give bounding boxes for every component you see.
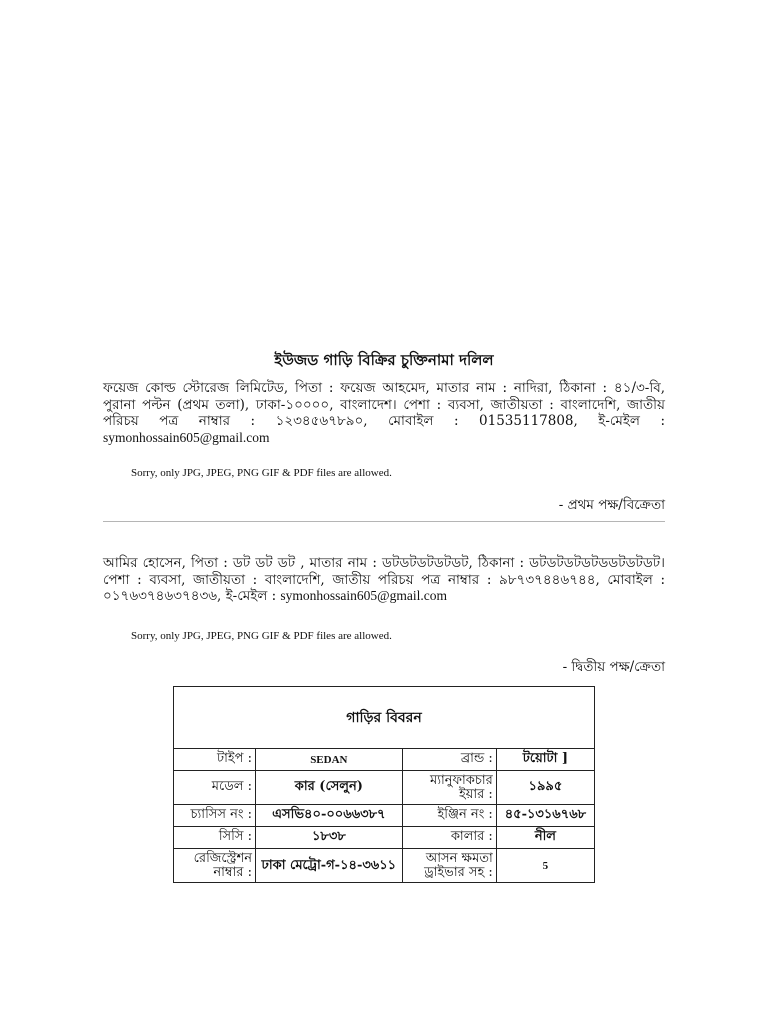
table-row — [174, 805, 595, 827]
registration-value: ঢাকা মেট্রো-গ-১৪-৩৬১১ — [255, 849, 402, 883]
seller-upload-error: Sorry, only JPG, JPEG, PNG GIF & PDF files are allowed. — [131, 467, 392, 479]
seller-email: symonhossain605@gmail.com — [103, 429, 270, 445]
engine-label: ইঞ্জিন নং : — [402, 805, 496, 827]
cc-label: সিসি : — [174, 827, 256, 849]
seller-signature-label: - প্রথম পক্ষ/বিক্রেতা — [558, 497, 665, 513]
buyer-signature-label: - দ্বিতীয় পক্ষ/ক্রেতা — [562, 659, 665, 675]
color-label: কালার : — [402, 827, 496, 849]
buyer-email: symonhossain605@gmail.com — [280, 588, 447, 603]
seat-capacity-value: 5 — [496, 849, 594, 883]
seat-capacity-label: আসন ক্ষমতা ড্রাইভার সহ : — [402, 849, 496, 883]
buyer-upload-error: Sorry, only JPG, JPEG, PNG GIF & PDF files are allowed. — [131, 630, 392, 642]
buyer-details — [103, 555, 665, 605]
manufacture-year-label: ম্যানুফাকচার ইয়ার : — [402, 771, 496, 805]
chassis-value: এসভি৪০-০০৬৬৩৮৭ — [255, 805, 402, 827]
type-label: টাইপ : — [174, 749, 256, 771]
model-label: মডেল : — [174, 771, 256, 805]
vehicle-details-table — [173, 686, 595, 883]
buyer-text: আমির হোসেন, পিতা : ডট ডট ডট , মাতার নাম : ডটডটডটডটডট, ঠিকানা : ডটডটডটডটডডটডটডট। পেশা : ব্যবসা, জাতীয়তা : বাংলাদেশি, জাতীয় পরিচয় পত্র নাম্বার : ৯৮৭৩৭৪৪৬৭৪৪, মোবাইল : ০১৭৬৩৭৪৬৩৭৪৩৬, ই-মেইল : — [103, 555, 665, 604]
seller-text: ফয়েজ কোল্ড স্টোরেজ লিমিটেড, পিতা : ফয়েজ আহমেদ, মাতার নাম : নাদিরা, ঠিকানা : ৪১/৩-বি, পুরানা পল্টন (প্রথম তলা), ঢাকা-১০০০০, বাংলাদেশ। পেশা : ব্যবসা, জাতীয়তা : বাংলাদেশি, জাতীয় পরিচয় পত্র নাম্বার : ১২৩৪৫৬৭৮৯০, মোবাইল : 01535117808, ই-মেইল : — [103, 380, 665, 429]
chassis-label: চ্যাসিস নং : — [174, 805, 256, 827]
brand-label: ব্রান্ড : — [402, 749, 496, 771]
divider — [103, 521, 665, 522]
engine-value: ৪৫-১৩১৬৭৬৮ — [496, 805, 594, 827]
document-title: ইউজড গাড়ি বিক্রির চুক্তিনামা দলিল — [274, 351, 494, 369]
manufacture-year-value: ১৯৯৫ — [496, 771, 594, 805]
table-row — [174, 827, 595, 849]
color-value: নীল — [496, 827, 594, 849]
seller-details — [103, 380, 665, 446]
model-value: কার (সেলুন) — [255, 771, 402, 805]
brand-value: টয়োটা ] — [496, 749, 594, 771]
registration-label: রেজিস্ট্রেশন নাম্বার : — [174, 849, 256, 883]
table-row — [174, 771, 595, 805]
table-row — [174, 849, 595, 883]
table-row — [174, 749, 595, 771]
vehicle-table-heading: গাড়ির বিবরন — [174, 687, 595, 749]
cc-value: ১৮৩৮ — [255, 827, 402, 849]
type-value: SEDAN — [255, 749, 402, 771]
